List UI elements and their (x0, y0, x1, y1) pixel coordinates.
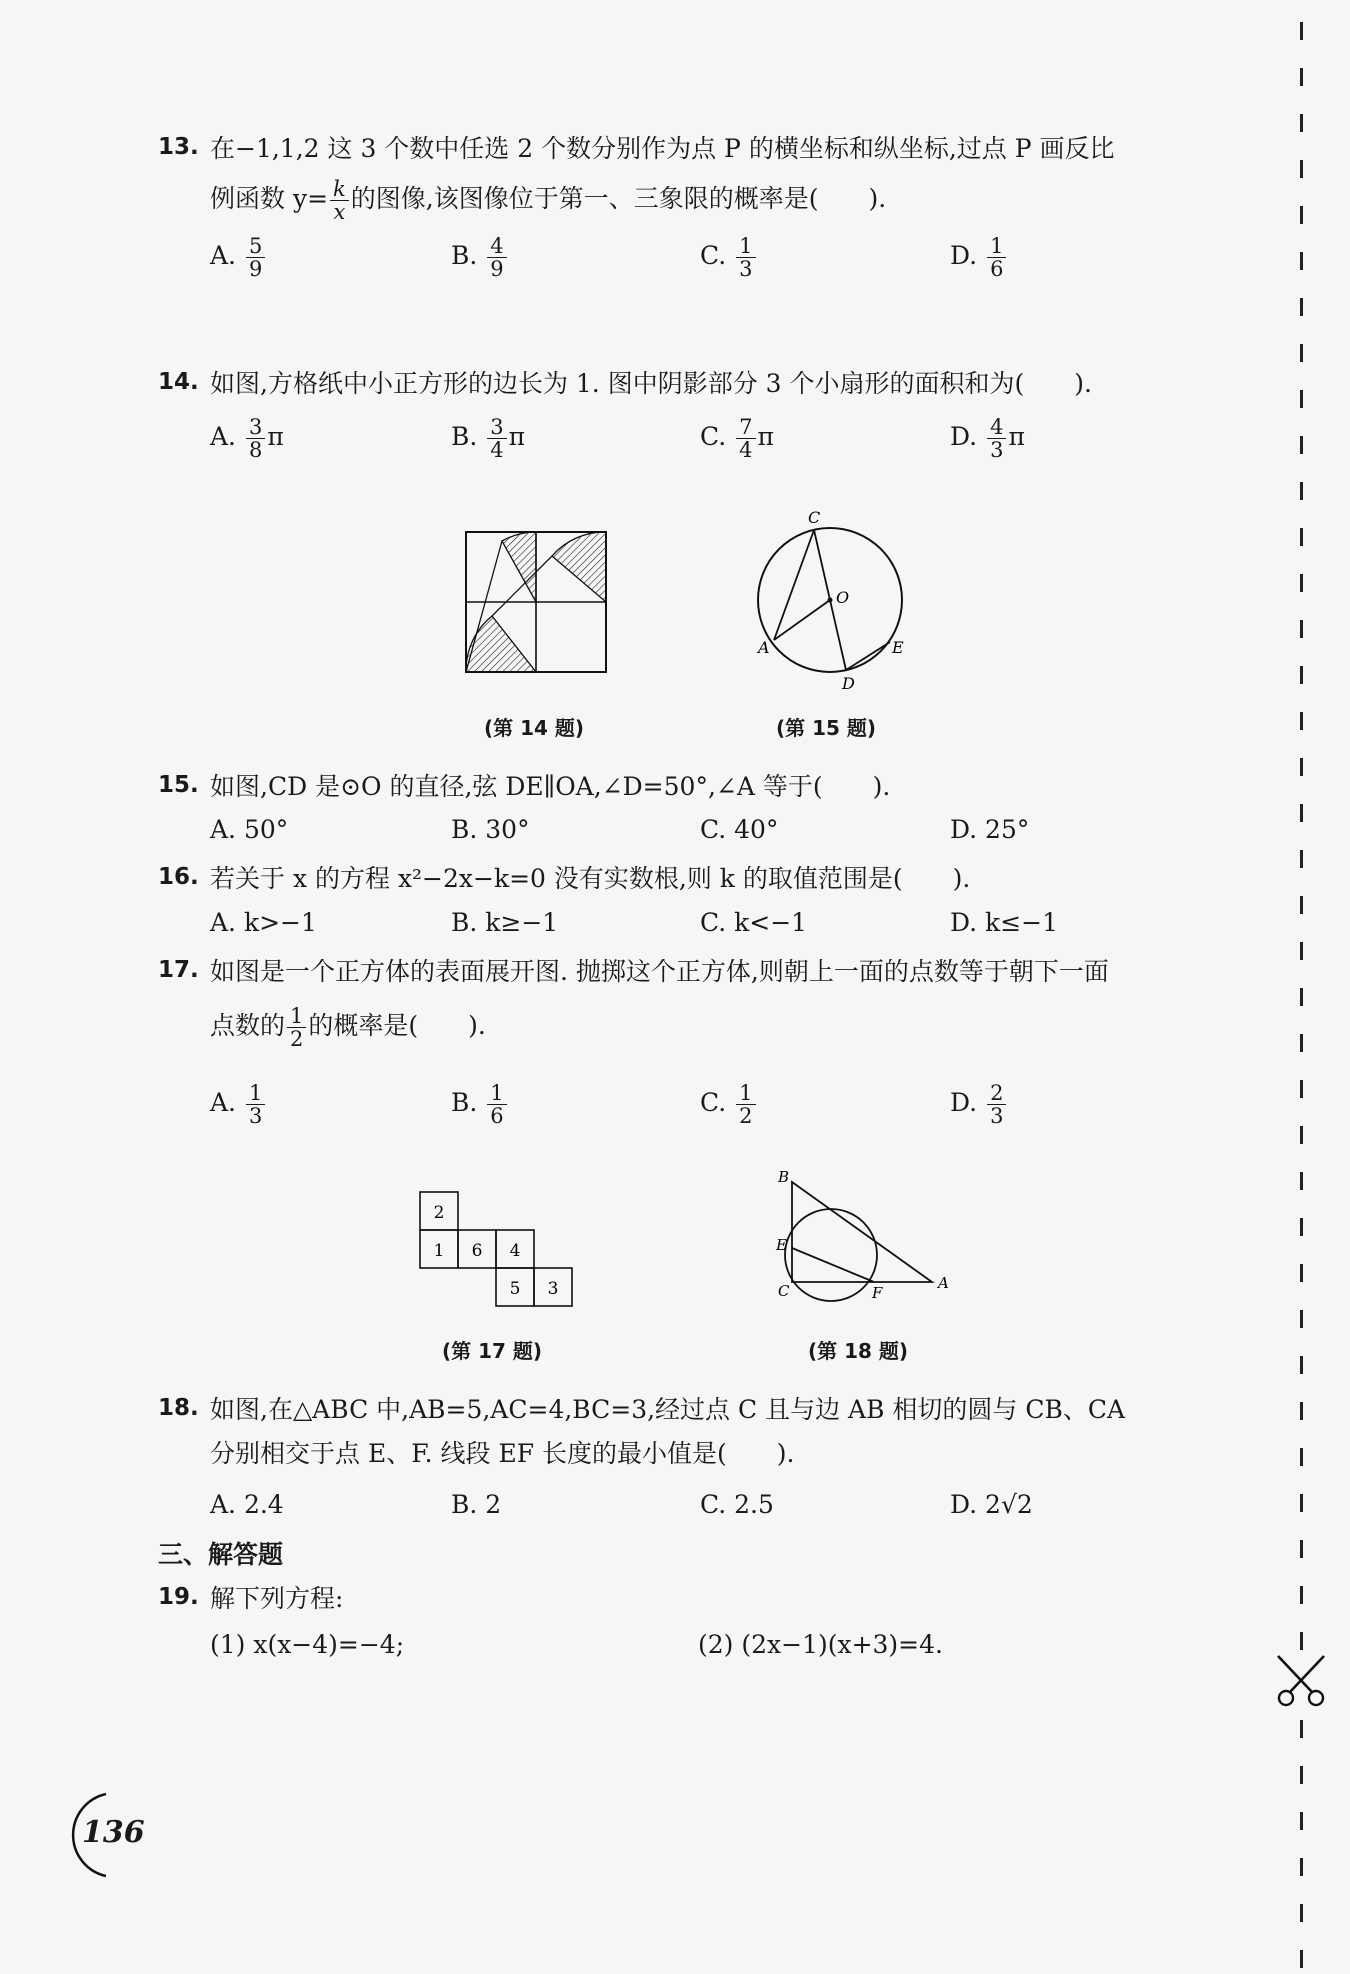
option-b: B. k≥−1 (451, 908, 559, 937)
cube-face-6: 3 (547, 1279, 559, 1299)
cube-face-4: 4 (509, 1241, 521, 1261)
figure-18-triangle (770, 1170, 970, 1310)
option-c: C. k<−1 (700, 908, 808, 937)
label-d: D (842, 674, 855, 693)
option-c: C. $\frac{1}{3}$ (700, 235, 758, 280)
option-b: B. $\frac{4}{9}$ (451, 235, 509, 280)
option-c: C. $\frac{7}{4}$ π (700, 415, 774, 463)
option-d: D. k≤−1 (950, 908, 1058, 937)
option-a: A. k>−1 (210, 908, 317, 937)
option-a: A. $\frac{5}{9}$ (210, 235, 267, 280)
figure-17-cube-net (418, 1190, 578, 1310)
cube-face-3: 6 (471, 1241, 483, 1261)
label-b: B (778, 1170, 790, 1186)
page-number: 136 (82, 1815, 145, 1850)
label-a: A (938, 1274, 949, 1292)
option-a: A. 2.4 (210, 1490, 284, 1519)
question-number: 15. (158, 772, 199, 798)
option-b: B. $\frac{3}{4}$ π (451, 415, 526, 463)
question-number: 18. (158, 1395, 199, 1421)
question-text-line2: 分别相交于点 E、F. 线段 EF 长度的最小值是( ). (210, 1439, 795, 1468)
figure-15-circle (740, 505, 920, 695)
option-d: D. 2√2 (950, 1490, 1033, 1519)
section-heading: 三、解答题 (158, 1540, 284, 1569)
label-o: O (836, 588, 850, 607)
option-d: D. $\frac{1}{6}$ (950, 235, 1008, 280)
question-number: 19. (158, 1584, 199, 1610)
option-a: A. 50° (210, 815, 289, 844)
option-c: C. 2.5 (700, 1490, 774, 1519)
fraction: $\frac{k}{x}$ (330, 178, 349, 223)
question-number: 17. (158, 957, 199, 983)
option-b: B. $\frac{1}{6}$ (451, 1082, 509, 1127)
label-a: A (758, 638, 770, 657)
question-text: 解下列方程: (210, 1584, 344, 1613)
option-b: B. 2 (451, 1490, 502, 1519)
subquestion-2: (2) (2x−1)(x+3)=4. (698, 1630, 943, 1659)
label-c: C (808, 508, 821, 527)
question-number: 13. (158, 134, 199, 160)
cube-face-2: 1 (433, 1241, 445, 1261)
question-16 (158, 862, 1228, 902)
question-18 (158, 1393, 1228, 1483)
question-17 (158, 955, 1228, 1065)
subquestion-1: (1) x(x−4)=−4; (210, 1630, 405, 1659)
option-c: C. 40° (700, 815, 779, 844)
figure-14-caption: (第 14 题) (484, 716, 585, 740)
question-number: 14. (158, 369, 199, 395)
question-text: 若关于 x 的方程 x²−2x−k=0 没有实数根,则 k 的取值范围是( ). (210, 864, 971, 893)
figure-14-grid (462, 528, 610, 676)
question-text: 如图,方格纸中小正方形的边长为 1. 图中阴影部分 3 个小扇形的面积和为( ). (210, 369, 1092, 398)
label-c: C (778, 1282, 790, 1300)
figure-15-caption: (第 15 题) (776, 716, 877, 740)
option-d: D. $\frac{4}{3}$ π (950, 415, 1025, 463)
label-e: E (892, 638, 904, 657)
question-15 (158, 770, 1228, 810)
question-text: 如图,在△ABC 中,AB=5,AC=4,BC=3,经过点 C 且与边 AB 相切的圆与 CB、CA (210, 1395, 1126, 1424)
option-d: D. $\frac{2}{3}$ (950, 1082, 1008, 1127)
option-a: A. $\frac{3}{8}$ π (210, 415, 284, 463)
cube-face-5: 5 (509, 1279, 521, 1299)
question-13 (158, 130, 1228, 290)
figure-18-caption: (第 18 题) (808, 1339, 909, 1363)
figure-17-caption: (第 17 题) (442, 1339, 543, 1363)
question-text-line2: 例函数 y= $\frac{k}{x}$ 的图像,该图像位于第一、三象限的概率是( ). (210, 177, 887, 225)
label-f: F (872, 1284, 883, 1302)
cube-face-1: 2 (433, 1203, 445, 1223)
scissors-icon (1272, 1652, 1330, 1710)
question-text-line2: 点数的 $\frac{1}{2}$ 的概率是( ). (210, 1004, 486, 1052)
question-text: 如图,CD 是⊙O 的直径,弦 DE∥OA,∠D=50°,∠A 等于( ). (210, 772, 891, 801)
question-text: 如图是一个正方体的表面展开图. 抛掷这个正方体,则朝上一面的点数等于朝下一面 (210, 957, 1109, 986)
question-text: 在−1,1,2 这 3 个数中任选 2 个数分别作为点 P 的横坐标和纵坐标,过点 P 画反比 (210, 134, 1115, 163)
label-e: E (776, 1236, 787, 1254)
question-number: 16. (158, 864, 199, 890)
fraction: $\frac{1}{2}$ (287, 1005, 306, 1050)
option-b: B. 30° (451, 815, 530, 844)
question-14 (158, 367, 1228, 407)
option-c: C. $\frac{1}{2}$ (700, 1082, 758, 1127)
question-19 (158, 1582, 1228, 1672)
option-a: A. $\frac{1}{3}$ (210, 1082, 267, 1127)
option-d: D. 25° (950, 815, 1030, 844)
